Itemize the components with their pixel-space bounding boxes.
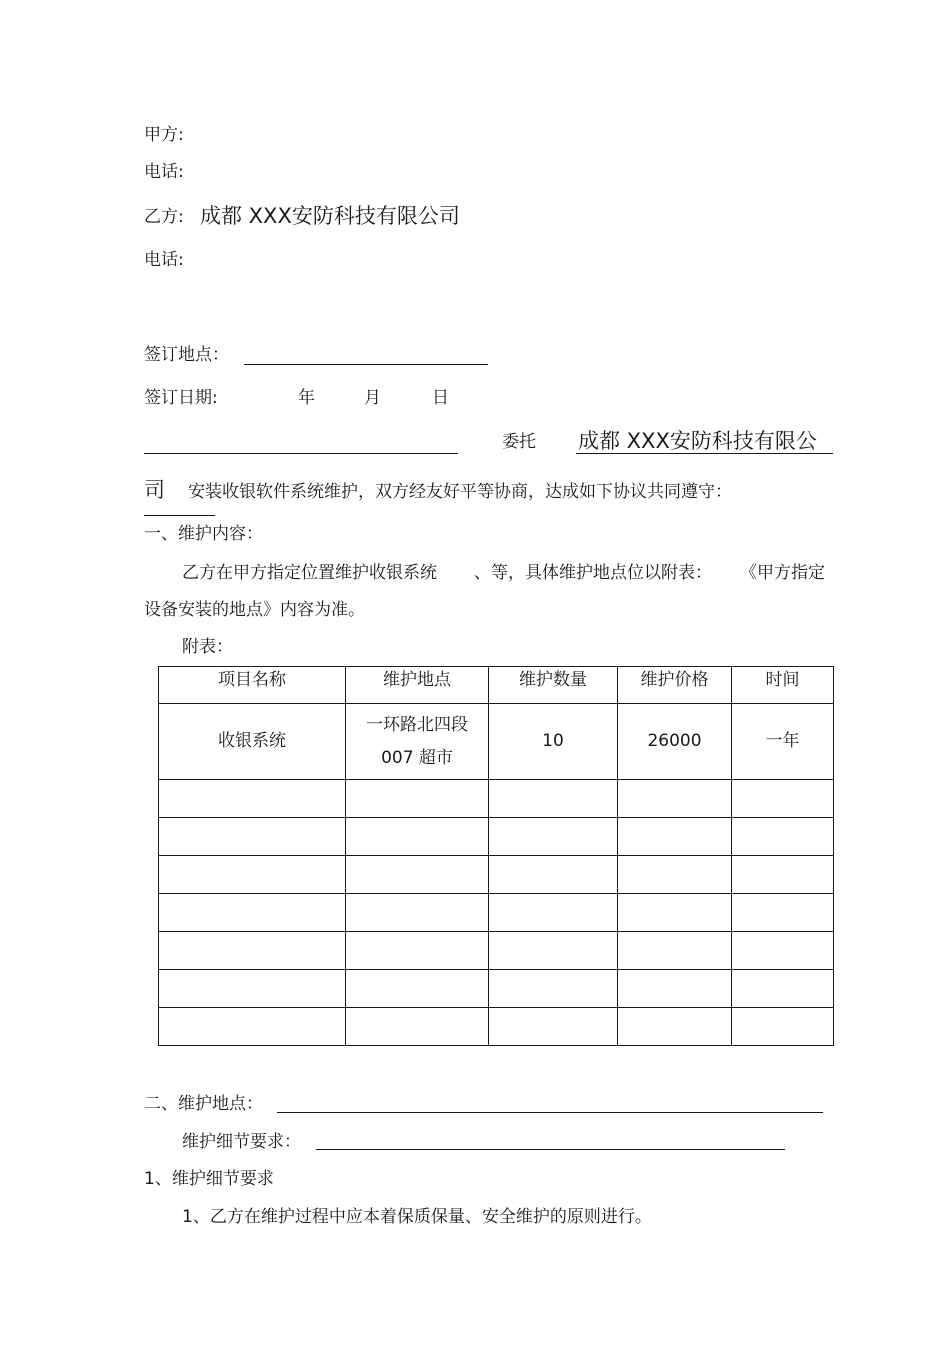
table-caption: 附表： [182,637,233,657]
empty-table-row [159,856,834,894]
signing-month: 月 [364,388,381,408]
section-2-subheading: 1、维护细节要求 [144,1169,274,1189]
header-location: 维护地点 [346,667,489,704]
party-b-label: 乙方: [144,207,184,227]
entrusting-party-line [144,453,458,454]
section-2-item-1: 1、乙方在维护过程中应本着保质保量、安全维护的原则进行。 [182,1207,652,1227]
section-2-location-line [277,1112,823,1113]
section-1-para-line2: 设备安装的地点》内容为准。 [144,600,365,620]
header-project-name: 项目名称 [159,667,346,704]
party-b-phone-label: 电话: [144,250,184,270]
section-2-heading: 二、维护地点： [144,1094,263,1114]
entrusted-company-cont: 司 [144,478,165,502]
header-quantity: 维护数量 [489,667,618,704]
empty-table-row [159,1008,834,1046]
table-row [159,704,834,780]
entrusted-company-cont-underline [144,515,215,516]
cell-price: 26000 [618,704,732,780]
party-a-phone-label: 电话: [144,162,184,182]
cell-time: 一年 [732,704,834,780]
signing-place-line [244,364,488,365]
signing-place-label: 签订地点： [144,345,229,365]
detail-requirements-label: 维护细节要求： [182,1132,301,1152]
section-1-para-c: 《甲方指定 [740,563,825,583]
party-a-label: 甲方: [144,125,184,145]
entrust-word: 委托 [502,432,536,452]
empty-table-row [159,818,834,856]
section-1-para-b: 、等，具体维护地点位以附表： [474,563,712,583]
signing-year: 年 [298,388,315,408]
table-header-row [159,667,834,704]
party-b-company: 成都 XXX安防科技有限公司 [200,204,460,228]
cell-location: 一环路北四段 007 超市 [346,704,489,780]
agreement-sentence: 安装收银软件系统维护，双方经友好平等协商，达成如下协议共同遵守： [188,482,732,502]
empty-table-row [159,894,834,932]
detail-requirements-line [316,1149,785,1150]
header-price: 维护价格 [618,667,732,704]
empty-table-row [159,970,834,1008]
empty-table-row [159,780,834,818]
cell-quantity: 10 [489,704,618,780]
header-time: 时间 [732,667,834,704]
cell-project-name: 收银系统 [159,704,346,780]
signing-date-label: 签订日期: [144,388,218,408]
maintenance-table [158,666,834,1046]
section-1-heading: 一、维护内容： [144,524,263,544]
entrusted-company-underline [576,453,833,454]
empty-table-row [159,932,834,970]
signing-day: 日 [432,388,449,408]
section-1-para-a: 乙方在甲方指定位置维护收银系统 [182,563,437,583]
entrusted-company: 成都 XXX安防科技有限公 [578,429,817,453]
